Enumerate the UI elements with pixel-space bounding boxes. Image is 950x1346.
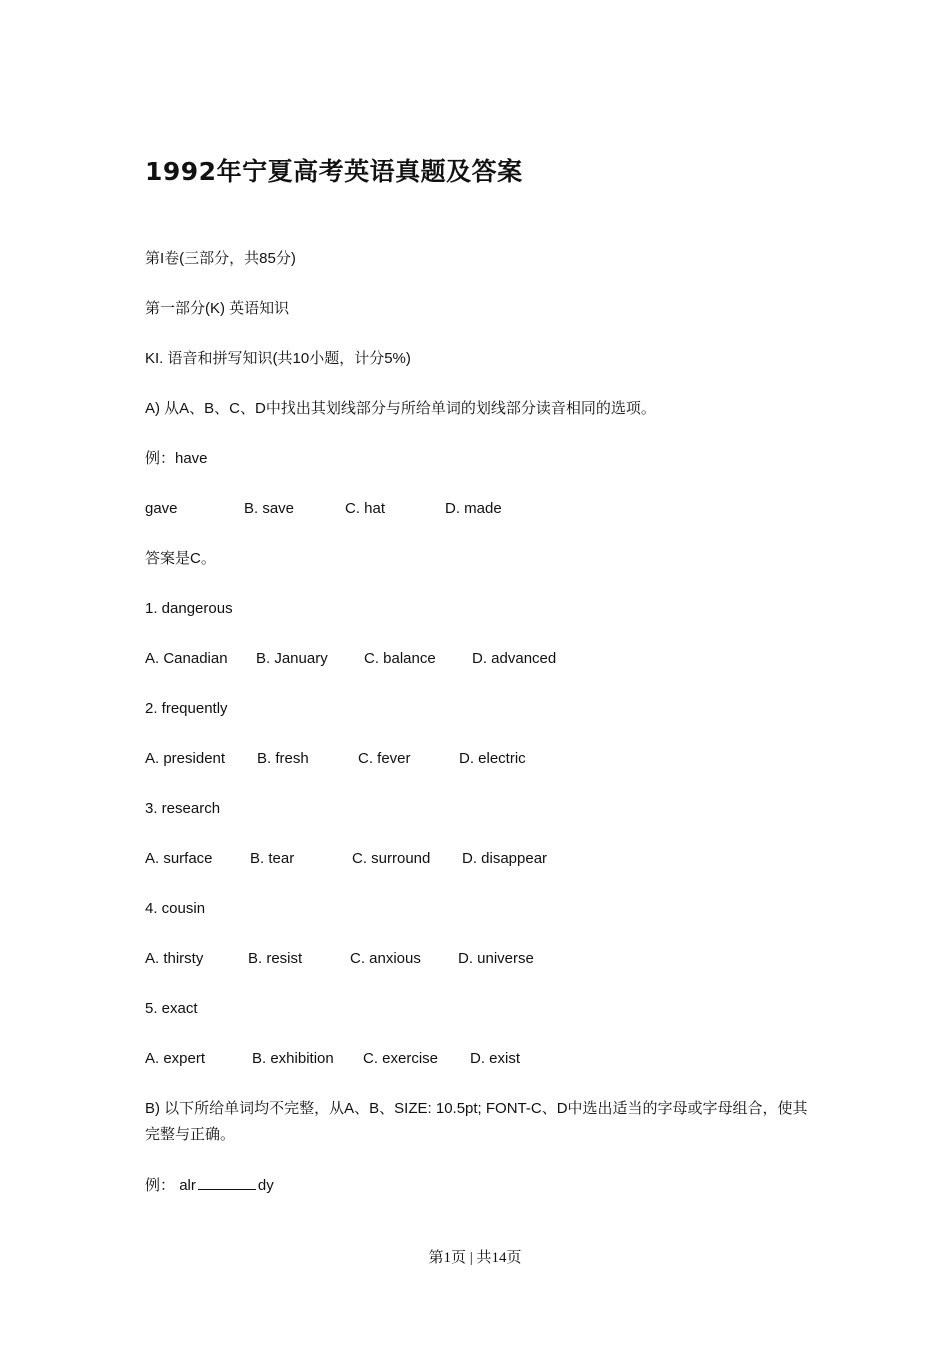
option-b: B. fresh bbox=[257, 750, 309, 767]
question-options bbox=[145, 1049, 520, 1069]
option-c: C. hat bbox=[345, 500, 386, 517]
option-a: A. president bbox=[145, 750, 226, 767]
option-c: C. balance bbox=[364, 650, 436, 667]
option-b: B. resist bbox=[248, 950, 303, 967]
section-a-instruction: A) 从A、B、C、D中找出其划线部分与所给单词的划线部分读音相同的选项。 bbox=[145, 400, 656, 417]
page-footer: 第1页 | 共14页 bbox=[428, 1250, 522, 1266]
option-a: A. thirsty bbox=[145, 950, 204, 967]
question-options bbox=[145, 649, 556, 669]
option-b: B. exhibition bbox=[252, 1050, 334, 1067]
option-d: D. universe bbox=[458, 950, 534, 967]
part-heading: 第一部分(K) 英语知识 bbox=[145, 300, 290, 317]
option-a: gave bbox=[145, 500, 178, 517]
option-c: C. exercise bbox=[363, 1050, 439, 1067]
example-word: 例：have bbox=[145, 450, 208, 467]
example-b-right: dy bbox=[257, 1177, 274, 1194]
option-c: C. fever bbox=[358, 750, 411, 767]
question-stem: 1. dangerous bbox=[145, 600, 233, 617]
option-b: B. save bbox=[244, 500, 295, 517]
question-stem: 2. frequently bbox=[145, 700, 228, 717]
option-a: A. Canadian bbox=[145, 650, 228, 667]
option-d: D. disappear bbox=[462, 850, 548, 867]
question-options bbox=[145, 949, 534, 969]
question-stem: 5. exact bbox=[145, 1000, 198, 1017]
option-b: B. tear bbox=[250, 850, 295, 867]
option-a: A. surface bbox=[145, 850, 213, 867]
example-b bbox=[145, 1175, 274, 1196]
section-b-instruction: B) 以下所给单词均不完整，从A、B、SIZE: 10.5pt; FONT-C、D中选出适当的字母或字母组合，使其完整与正确。 bbox=[145, 1100, 808, 1143]
option-c: C. surround bbox=[352, 850, 431, 867]
option-a: A. expert bbox=[145, 1050, 206, 1067]
option-c: C. anxious bbox=[350, 950, 421, 967]
document-title: 1992年宁夏高考英语真题及答案 bbox=[145, 157, 523, 186]
fill-blank bbox=[198, 1175, 256, 1190]
question-options bbox=[145, 749, 526, 769]
option-b: B. January bbox=[256, 650, 328, 667]
section-heading: KI. 语音和拼写知识(共10小题，计分5%) bbox=[145, 350, 411, 367]
example-b-label: 例： bbox=[145, 1177, 176, 1194]
volume-heading: 第I卷(三部分，共85分) bbox=[145, 250, 296, 267]
question-stem: 4. cousin bbox=[145, 900, 206, 917]
option-d: D. made bbox=[445, 500, 502, 517]
option-d: D. advanced bbox=[472, 650, 557, 667]
example-answer: 答案是C。 bbox=[145, 550, 216, 567]
option-d: D. electric bbox=[459, 750, 526, 767]
question-options bbox=[145, 849, 547, 869]
example-options bbox=[145, 499, 502, 519]
question-stem: 3. research bbox=[145, 800, 221, 817]
example-b-left: alr bbox=[179, 1177, 196, 1194]
option-d: D. exist bbox=[470, 1050, 521, 1067]
